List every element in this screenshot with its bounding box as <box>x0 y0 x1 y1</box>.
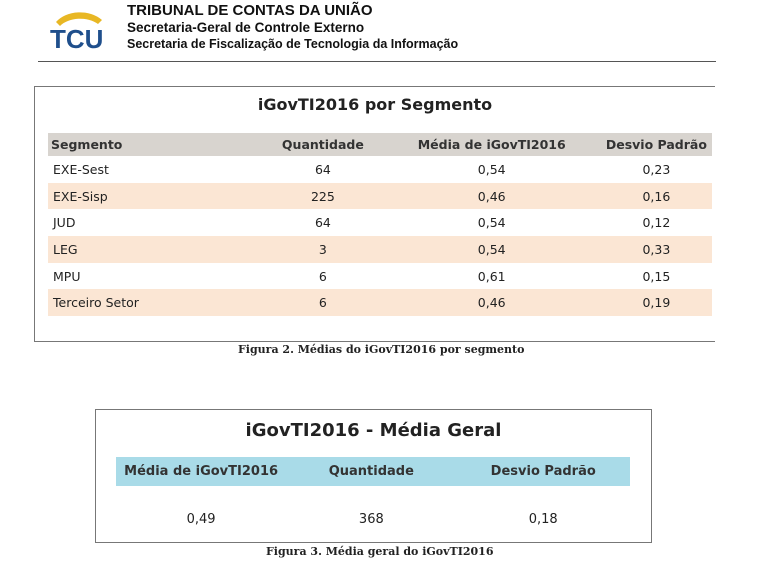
table-cell: LEG <box>48 236 263 263</box>
column-header: Média de iGovTI2016 <box>383 133 601 156</box>
header-divider <box>38 61 716 62</box>
table-cell: 0,46 <box>383 289 601 316</box>
table-row <box>48 209 712 236</box>
figure-segment-table <box>34 86 715 342</box>
table-cell: JUD <box>53 215 76 231</box>
secretariat-name: Secretaria-Geral de Controle Externo <box>127 20 365 35</box>
table-cell: Terceiro Setor <box>48 289 263 316</box>
table-cell: 225 <box>263 183 383 210</box>
org-name: TRIBUNAL DE CONTAS DA UNIÃO <box>127 2 373 19</box>
table-header-row <box>116 457 630 486</box>
column-header: Desvio Padrão <box>601 133 712 156</box>
table-cell: 0,61 <box>477 268 506 284</box>
column-header: Quantidade <box>263 133 383 156</box>
figure-overall-table <box>95 409 652 543</box>
table-cell: MPU <box>53 268 81 284</box>
table-row <box>48 236 712 263</box>
table-cell: 0,19 <box>601 289 712 316</box>
table-cell: 0,54 <box>477 215 506 231</box>
table-cell: EXE-Sisp <box>48 183 263 210</box>
header-text <box>127 2 458 53</box>
table-cell: 0,46 <box>383 183 601 210</box>
column-header: Média de iGovTI2016 <box>116 457 286 486</box>
table-row <box>48 183 712 210</box>
table-cell: 6 <box>263 289 383 316</box>
table-cell: 368 <box>358 511 384 527</box>
table-cell: 0,49 <box>186 511 216 527</box>
table-cell: 0,54 <box>477 161 506 177</box>
table-cell: 64 <box>314 215 331 231</box>
table-cell: EXE-Sest <box>53 161 109 177</box>
table-cell: 0,23 <box>642 161 671 177</box>
figure3-caption: Figura 3. Média geral do iGovTI2016 <box>266 545 494 558</box>
table-cell: 3 <box>263 236 383 263</box>
table-cell: 0,12 <box>642 215 671 231</box>
figure3-title: iGovTI2016 - Média Geral <box>245 420 502 441</box>
logo-text: TCU <box>50 24 104 54</box>
table-cell: 0,16 <box>601 183 712 210</box>
table-row <box>48 156 712 183</box>
column-header: Quantidade <box>286 457 456 486</box>
division-name: Secretaria de Fiscalização de Tecnologia da Informação <box>127 37 459 51</box>
column-header: Desvio Padrão <box>456 457 630 486</box>
table-cell: 0,33 <box>601 236 712 263</box>
table-row <box>48 263 712 290</box>
tcu-logo <box>46 8 110 56</box>
figure2-title: iGovTI2016 por Segmento <box>257 95 493 114</box>
table-cell: 0,15 <box>642 268 671 284</box>
table-row <box>116 486 630 545</box>
table-header-row <box>48 133 712 156</box>
figure2-caption: Figura 2. Médias do iGovTI2016 por segmento <box>238 343 525 356</box>
table-cell: 64 <box>314 161 331 177</box>
table-cell: 0,54 <box>383 236 601 263</box>
overall-table <box>116 457 630 545</box>
table-row <box>48 289 712 316</box>
table-cell: 0,18 <box>528 511 558 527</box>
column-header: Segmento <box>48 133 263 156</box>
table-cell: 6 <box>318 268 327 284</box>
segment-table <box>48 133 712 316</box>
